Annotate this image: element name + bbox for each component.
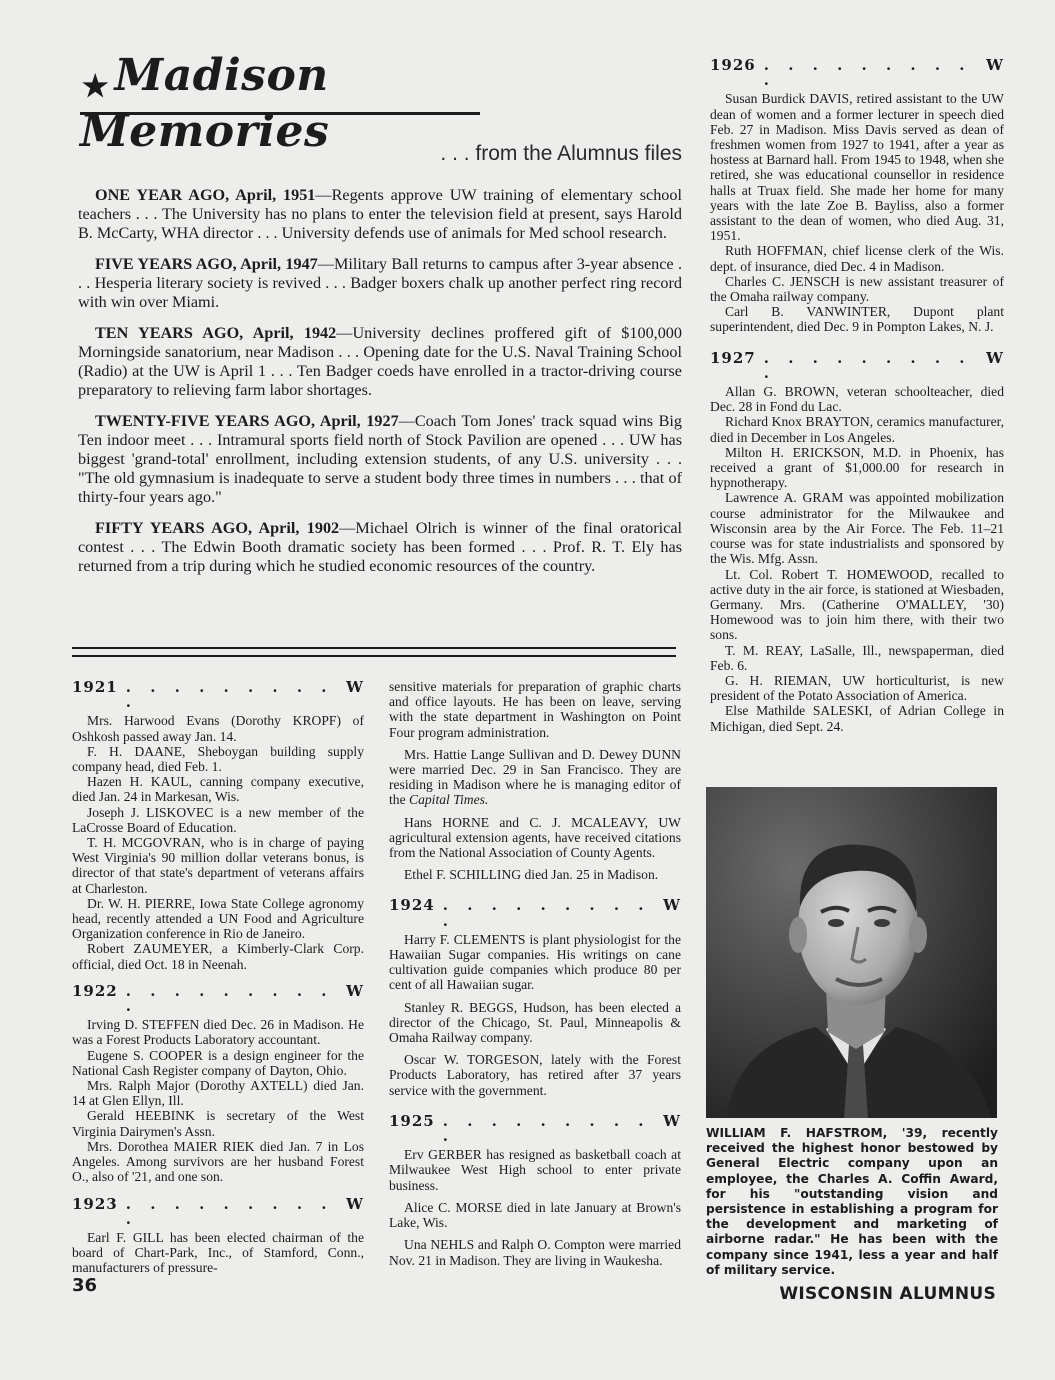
years-ago-heading: TEN YEARS AGO, April, 1942 (95, 324, 337, 342)
page-subtitle: . . . from the Alumnus files (440, 142, 682, 165)
portrait-illustration (706, 787, 997, 1118)
class-year-heading: 1923 . . . . . . . . . . W (72, 1194, 364, 1228)
class-note: Mrs. Hattie Lange Sullivan and D. Dewey DUNN were married Dec. 29 in San Francisco. They are residing in Madison where he is managing editor of the Capital Times. (389, 746, 681, 808)
page-title: Madison Memories (80, 50, 330, 158)
years-ago-heading: FIFTY YEARS AGO, April, 1902 (95, 519, 340, 537)
class-note: Carl B. VANWINTER, Dupont plant superintendent, died Dec. 9 in Pompton Lakes, N. J. (710, 304, 1004, 335)
class-note: Mrs. Harwood Evans (Dorothy KROPF) of Oshkosh passed away Jan. 14. (72, 713, 364, 744)
class-note: Ethel F. SCHILLING died Jan. 25 in Madison. (404, 867, 659, 883)
class-note: Joseph J. LISKOVEC is a new member of the LaCrosse Board of Education. (72, 804, 364, 835)
class-note: Mrs. Dorothea MAIER RIEK died Jan. 7 in Los Angeles. Among survivors are her husband Forest O., also of '21, and one son. (72, 1138, 364, 1185)
page-number: 36 (72, 1275, 98, 1296)
class-note: Gerald HEEBINK is secretary of the West Virginia Dairymen's Assn. (72, 1108, 364, 1139)
class-note: Lawrence A. GRAM was appointed mobilization course administrator for the Milwaukee and Wisconsin area by the Air Force. The Feb. 11–21 course was for state industrialists and sponsored by the Wis. Mfg. Assn. (710, 490, 1004, 567)
class-note: T. M. REAY, LaSalle, Ill., newspaperman, died Feb. 6. (710, 642, 1004, 673)
years-ago-text: —Military Ball returns to campus after 3-year absence . . . Hesperia literary society is revived . . . Badger boxers chalk up another perfect ring record with win over Miami. (78, 255, 683, 311)
class-note: Lt. Col. Robert T. HOMEWOOD, recalled to active duty in the air force, is stationed at Wiesbaden, Germany. Mrs. (Catherine O'MALLEY, '30) Homewood was to join him there, with their two sons. (710, 566, 1004, 643)
class-note: Erv GERBER has resigned as basketball coach at Milwaukee West High school to enter private business. (389, 1147, 681, 1193)
portrait-photo (706, 787, 997, 1118)
class-note: Allan G. BROWN, veteran schoolteacher, died Dec. 28 in Fond du Lac. (710, 384, 1004, 415)
years-ago-text: —University declines proffered gift of $100,000 Morningside sanatorium, near Madison . . . Opening date for the U.S. Naval Training School (Radio) at the UW is April 1 . . . Ten Badger coeds have enrolled in a tractor-driving course preparatory to relieving farm labor shortages. (78, 324, 682, 399)
class-note: Stanley R. BEGGS, Hudson, has been elected a director of the Chicago, St. Paul, Minneapolis & Omaha Railway company. (389, 999, 681, 1046)
class-note: Susan Burdick DAVIS, retired assistant to the UW dean of women and a former lecturer in speech died Feb. 27 in Madison. Miss Davis served as dean of freshmen women from 1927 to 1941, after a year as hostess at Barnard hall. From 1945 to 1948, when she retired, she was educational counsellor in residence halls at Truax field. She made her home for many years with the late Zoe B. Bayliss, also a former assistant to the dean of women, who died Aug. 31, 1951. (710, 91, 1004, 244)
section-divider (72, 647, 676, 657)
years-ago-text: —Coach Tom Jones' track squad wins Big Ten indoor meet . . . Intramural sports field north of Stock Pavilion are opened . . . UW has biggest 'grand-total' enrollment, including extension students, of any U.S. university . . . "The old gymnasium is inadequate to serve a student body three times in numbers . . . that of thirty-four years ago." (78, 412, 682, 506)
years-ago-heading: ONE YEAR AGO, April, 1951 (95, 186, 316, 204)
years-ago-heading: TWENTY-FIVE YEARS AGO, April, 1927 (95, 412, 399, 430)
class-note: Richard Knox BRAYTON, ceramics manufacturer, died in December in Los Angeles. (710, 414, 1004, 445)
class-note: sensitive materials for preparation of graphic charts and office layouts. He has been on leave, serving with the state department in Washington on Point Four program administration. (389, 679, 681, 740)
years-ago-item (78, 324, 682, 400)
class-year-heading: 1924 . . . . . . . . . . W (389, 896, 681, 930)
class-note: T. H. MCGOVRAN, who is in charge of paying West Virginia's 90 million dollar veterans bonus, is director of that state's department of veterans affairs at Charleston. (72, 835, 364, 896)
years-ago-item (78, 519, 682, 576)
class-note: Else Mathilde SALESKI, of Adrian College in Michigan, died Sept. 24. (710, 703, 1004, 734)
class-note: Irving D. STEFFEN died Dec. 26 in Madison. He was a Forest Products Laboratory accountant. (72, 1017, 364, 1048)
photo-caption: WILLIAM F. HAFSTROM, '39, recently received the highest honor bestowed by General Electric company upon an employee, the Charles A. Coffin Award, for his "outstanding vision and persistence in establishing a program for the development and marketing of airborne radar." He has been with the company since 1941, less a year and half of military service. (706, 1126, 998, 1277)
star-icon: ★ (80, 66, 111, 107)
class-year-heading: 1922 . . . . . . . . . . W (72, 981, 364, 1016)
years-ago-item (78, 255, 682, 312)
class-note: Hazen H. KAUL, canning company executive, died Jan. 24 in Markesan, Wis. (72, 774, 364, 805)
class-year-heading: 1927 . . . . . . . . . . W (710, 348, 1004, 382)
class-note: Charles C. JENSCH is new assistant treasurer of the Omaha railway company. (710, 273, 1004, 305)
class-notes-column-1 (72, 680, 364, 1276)
years-ago-section (78, 186, 682, 588)
masthead-rule (80, 112, 480, 115)
class-year-heading: 1921 . . . . . . . . . . W (72, 678, 364, 712)
class-note: Hans HORNE and C. J. MCALEAVY, UW agricultural extension agents, have received citations from the National Association of County Agents. (389, 814, 681, 861)
class-note: Robert ZAUMEYER, a Kimberly-Clark Corp. official, died Oct. 18 in Neenah. (72, 941, 364, 972)
publication-footer: WISCONSIN ALUMNUS (779, 1284, 996, 1304)
publication-title: Capital Times. (409, 792, 489, 808)
class-note: Alice C. MORSE died in late January at Brown's Lake, Wis. (389, 1199, 681, 1231)
class-note: Ruth HOFFMAN, chief license clerk of the Wis. dept. of insurance, died Dec. 4 in Madison. (710, 243, 1004, 274)
class-note: G. H. RIEMAN, UW horticulturist, is new president of the Potato Association of America. (710, 672, 1004, 704)
class-note: Mrs. Ralph Major (Dorothy AXTELL) died Jan. 14 at Glen Ellyn, Ill. (72, 1078, 364, 1109)
class-note: Eugene S. COOPER is a design engineer for the National Cash Register company of Dayton, Ohio. (72, 1047, 364, 1078)
class-note: Oscar W. TORGESON, lately with the Forest Products Laboratory, has retired after 37 years service with the government. (389, 1052, 681, 1098)
class-notes-column-3 (710, 58, 1004, 734)
class-note: Una NEHLS and Ralph O. Compton were married Nov. 21 in Madison. They are living in Waukesha. (389, 1237, 681, 1268)
class-note: Harry F. CLEMENTS is plant physiologist for the Hawaiian Sugar companies. His writings on cane cultivation guide companies which produce 80 per cent of all Hawaiian sugar. (389, 931, 681, 993)
years-ago-heading: FIVE YEARS AGO, April, 1947 (95, 255, 318, 273)
class-year-heading: 1925 . . . . . . . . . . W (389, 1111, 681, 1146)
class-note: Milton H. ERICKSON, M.D. in Phoenix, has received a grant of $1,000.00 for research in hypnotherapy. (710, 444, 1004, 491)
years-ago-item (78, 186, 682, 243)
class-note: F. H. DAANE, Sheboygan building supply company head, died Feb. 1. (72, 743, 364, 775)
class-note: Dr. W. H. PIERRE, Iowa State College agronomy head, recently attended a UN Food and Agriculture Organization conference in Rio de Janeiro. (72, 895, 364, 942)
years-ago-item (78, 412, 682, 507)
years-ago-text: —Michael Olrich is winner of the final oratorical contest . . . The Edwin Booth dramatic society has been formed . . . Prof. R. T. Ely has returned from a trip during which he studied economic resources of the country. (78, 519, 683, 575)
years-ago-text: —Regents approve UW training of elementary school teachers . . . The University has no plans to enter the television field at present, says Harold B. McCarty, WHA director . . . University defends use of animals for Med school research. (78, 186, 682, 242)
class-notes-column-2 (389, 679, 681, 1268)
class-note: Earl F. GILL has been elected chairman of the board of Chart-Park, Inc., of Stamford, Conn., manufacturers of pressure- (72, 1229, 364, 1276)
class-year-heading: 1926 . . . . . . . . . . W (710, 56, 1004, 90)
